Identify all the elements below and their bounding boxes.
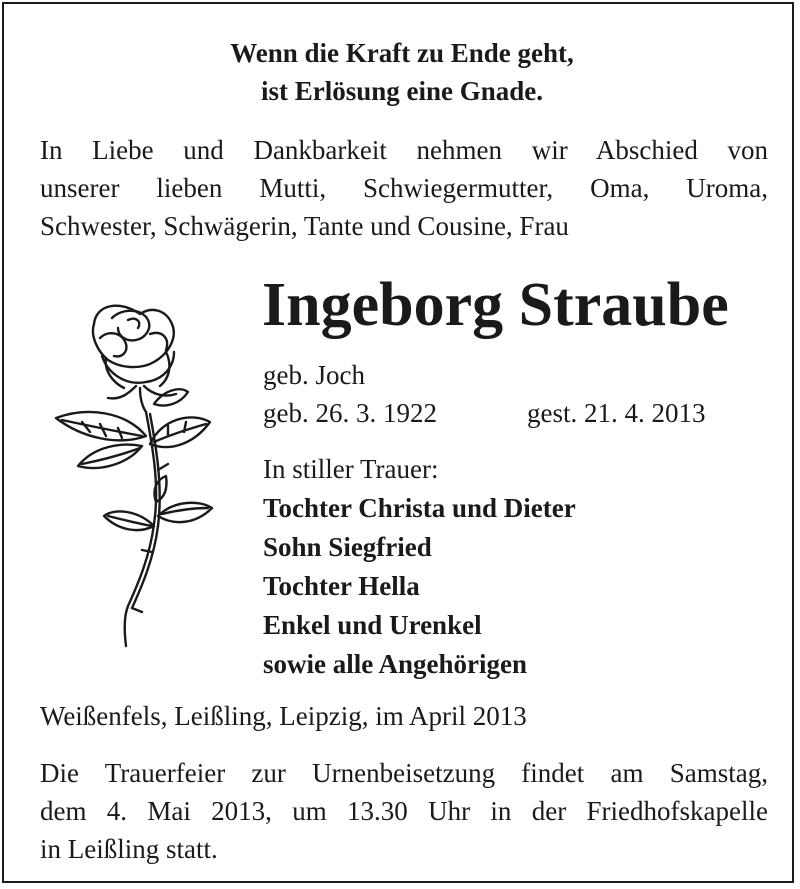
motto-line-2: ist Erlösung eine Gnade.: [260, 76, 544, 106]
service-line-2: dem 4. Mai 2013, um 13.30 Uhr in der Friedhofskapelle: [40, 796, 768, 826]
motto: [4, 34, 800, 110]
place-and-date: Weißenfels, Leißling, Leipzig, im April 2013: [40, 701, 527, 731]
deceased-name: Ingeborg Straube: [262, 271, 729, 339]
life-dates: [263, 394, 743, 432]
mourner-line: Sohn Siegfried: [263, 532, 432, 562]
service-line-1: Die Trauerfeier zur Urnenbeisetzung findet am Samstag,: [40, 758, 768, 788]
intro-line-1: In Liebe und Dankbarkeit nehmen wir Abschied von: [40, 135, 768, 165]
intro-line-2: unserer lieben Mutti, Schwiegermutter, Oma, Uroma,: [40, 173, 768, 203]
intro-line-3: Schwester, Schwägerin, Tante und Cousine, Frau: [40, 211, 569, 241]
maiden-name: geb. Joch: [263, 360, 365, 390]
rose-icon: [42, 294, 222, 654]
intro-text: [40, 131, 768, 245]
mourner-line: Tochter Christa und Dieter: [263, 493, 576, 523]
motto-line-1: Wenn die Kraft zu Ende geht,: [230, 38, 574, 68]
mourner-line: Enkel und Urenkel: [263, 610, 482, 640]
death-date: gest. 21. 4. 2013: [527, 398, 706, 428]
birth-date: geb. 26. 3. 1922: [263, 398, 437, 428]
mourners-list: [263, 450, 576, 684]
mourners-heading: In stiller Trauer:: [263, 454, 439, 484]
obituary-card: [2, 2, 794, 883]
service-notice: [40, 754, 768, 868]
mourner-line: sowie alle Angehörigen: [263, 649, 527, 679]
service-line-3: in Leißling statt.: [40, 834, 218, 864]
mourner-line: Tochter Hella: [263, 571, 420, 601]
